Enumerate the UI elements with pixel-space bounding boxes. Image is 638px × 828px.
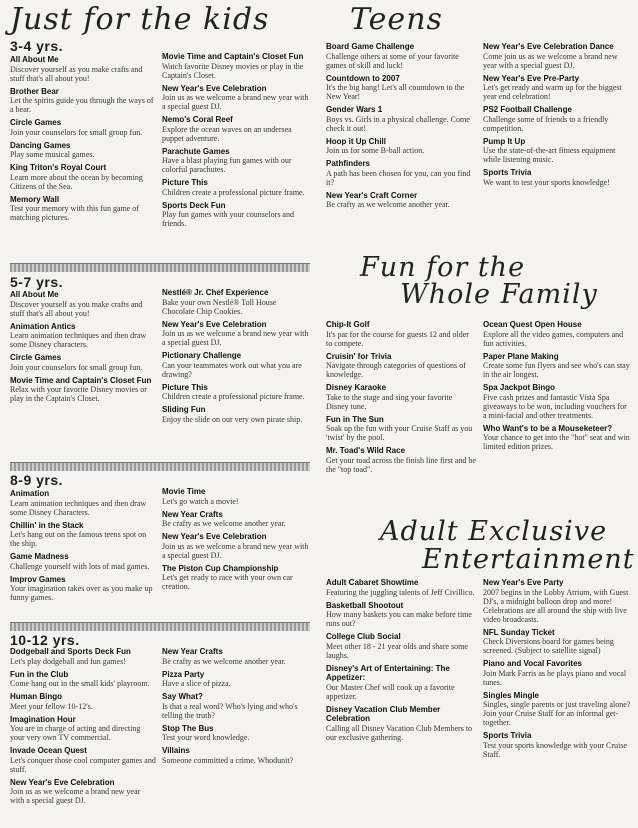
age-section-3-4	[10, 52, 310, 255]
activity-item: Fun in The Sun Soak up the fun with your Cruise Staff as you 'twist' by the pool.	[326, 414, 473, 442]
family-right	[483, 320, 632, 455]
activity-item: Gender Wars 1 Boys vs. Girls in a physical challenge. Come check it out!	[326, 105, 470, 133]
activity-item: Memory Wall Test your memory with this fun game of matching pictures.	[10, 194, 139, 222]
activity-item: Cruisin' for Trivia Navigate through categories of questions of knowledge.	[326, 351, 466, 379]
age-section-5-7-right	[162, 288, 310, 428]
activity-item: Picture This Children create a professional picture frame.	[162, 382, 305, 401]
activity-item: Piano and Vocal Favorites Join Mark Farris as he plays piano and vocal tunes.	[483, 659, 627, 687]
activity-item: Circle Games Join your counselors for small group fun.	[10, 353, 143, 372]
activity-item: Basketball Shootout How many baskets you can make before time runs out?	[326, 600, 472, 628]
activity-item: Sliding Fun Enjoy the slide on our very own pirate ship.	[162, 405, 303, 424]
teens-right	[483, 42, 632, 191]
activity-item: Who Want's to be a Mouseketeer? Your chance to get into the "hot" seat and win limited edition prizes.	[483, 423, 630, 451]
activity-item: Hoop it Up Chill Join us for some B-ball action.	[326, 136, 425, 155]
activity-item: Fun in the Club Come hang out in the small kids' playroom.	[10, 669, 150, 688]
activity-item: Disney Karaoke Take to the stage and sing your favorite Disney tune.	[326, 383, 453, 411]
activity-item: Stop The Bus Test your word knowledge.	[162, 723, 250, 742]
activity-item: Dancing Games Play some musical games.	[10, 140, 95, 159]
age-section-5-7-left	[10, 290, 156, 407]
activity-item: New Year's Eve Celebration Dance Come join us as we welcome a brand new year with a special guest DJ.	[483, 42, 618, 70]
adult-right	[483, 578, 632, 763]
activity-item: Ocean Quest Open House Explore all the video games, computers and fun activities.	[483, 320, 624, 348]
activity-item: The Piston Cup Championship Let's get ready to race with your own car creation.	[162, 563, 293, 591]
activity-item: Say What? Is that a real word? Who's lying and who's telling the truth?	[162, 692, 298, 720]
adult-heading	[380, 518, 635, 574]
activity-item: Dodgeball and Sports Deck Fun Let's play dodgeball and fun games!	[10, 647, 131, 666]
activity-item: Disney Vacation Club Member Celebration Calling all Disney Vacation Club Members to our exclusive gathering.	[326, 704, 473, 742]
activity-item: Improv Games Your imagination takes over as you make up funny games.	[10, 574, 153, 602]
activity-item: New Year's Eve Pre-Party Let's get ready and warm up for the biggest year end celebration!	[483, 73, 622, 101]
activity-item: Villains Someone committed a crime. Whodunit?	[162, 746, 294, 765]
section-divider	[10, 263, 310, 272]
kids-column	[10, 0, 310, 828]
activity-item: Brother Bear Let the spirits guide you through the ways of a bear.	[10, 86, 154, 114]
activity-item: Human Bingo Meet your fellow 10-12's.	[10, 692, 93, 711]
activity-item: New Year's Eve Celebration Join us as we welcome a brand new year with a special guest DJ.	[162, 532, 309, 560]
activity-item: Chip-It Golf It's par for the course for guests 12 and older to compete.	[326, 320, 469, 348]
activity-item: Sports Deck Fun Play fun games with your counselors and friends.	[162, 200, 294, 228]
activity-item: Movie Time and Captain's Closet Fun Relax with your favorite Disney movies or play in the Captain's Closet.	[10, 375, 152, 403]
section-divider	[10, 462, 310, 471]
activity-item: NFL Sunday Ticket Check Diversions board for games being screened. (Subject to satellite signal)	[483, 627, 614, 655]
family-left	[326, 320, 476, 478]
activity-item: Nemo's Coral Reef Explore the ocean waves on an undersea puppet adventure.	[162, 115, 292, 143]
age-heading-3-4: 3-4 yrs.	[10, 38, 64, 54]
right-column	[326, 0, 635, 828]
age-section-3-4-left	[10, 55, 156, 226]
age-section-8-9	[10, 489, 310, 619]
activity-item: Board Game Challenge Challenge others at some of your favorite games of skill and luck!	[326, 42, 459, 70]
age-section-3-4-right	[162, 52, 310, 232]
section-divider	[10, 622, 310, 631]
activity-item: Invade Ocean Quest Let's conquer those cool computer games and stuff.	[10, 746, 156, 774]
activity-item: Pump It Up Use the state-of-the-art fitness equipment while listening music.	[483, 136, 616, 164]
activity-item: King Triton's Royal Court Learn more about the ocean by becoming Citizens of the Sea.	[10, 163, 143, 191]
teens-heading: Teens	[350, 2, 443, 37]
activity-item: All About Me Discover yourself as you make crafts and stuff that's all about you!	[10, 55, 143, 83]
activity-item: Pictionary Challenge Can your teammates work out what you are drawing?	[162, 351, 302, 379]
age-section-5-7	[10, 290, 310, 450]
family-heading-line1: Fun for the	[360, 252, 526, 283]
activity-item: Parachute Games Have a blast playing fun games with our colorful parachutes.	[162, 146, 292, 174]
age-section-8-9-right	[162, 487, 310, 595]
activity-item: Pizza Party Have a slice of pizza.	[162, 669, 231, 688]
activity-item: Animation Antics Learn animation techniques and then draw some Disney characters.	[10, 321, 147, 349]
activity-item: Movie Time Let's go watch a movie!	[162, 487, 239, 506]
age-heading-8-9: 8-9 yrs.	[10, 472, 64, 488]
activity-item: Pathfinders A path has been chosen for you, can you find it?	[326, 159, 471, 187]
age-section-10-12-left	[10, 647, 156, 809]
activity-item: Mr. Toad's Wild Race Get your toad across the finish line first and be the "top toad".	[326, 446, 476, 474]
age-section-10-12-right	[162, 647, 310, 769]
activity-item: PS2 Football Challenge Challenge some of friends to a friendly competition.	[483, 105, 609, 133]
family-heading	[360, 254, 598, 308]
activity-item: Singles Mingle Singles, single parents or just traveling alone? Join your Cruise Staff for an informal get-together.	[483, 690, 631, 727]
activity-item: New Year's Eve Party 2007 begins in the Lobby Atrium, with Guest DJ's, a midnight balloon drop and more! Celebrations are all around the ship with live video broadcasts.	[483, 578, 629, 624]
activity-item: Chillin' in the Stack Let's hang out on the famous teens spot on the ship.	[10, 520, 147, 548]
activity-item: Game Madness Challenge yourself with lots of mad games.	[10, 552, 150, 571]
activity-item: Picture This Children create a professional picture frame.	[162, 178, 305, 197]
activity-item: Animation Learn animation techniques and then draw some Disney Characters.	[10, 489, 147, 517]
kids-heading: Just for the kids	[10, 2, 270, 37]
activity-item: New Year's Eve Celebration Join us as we welcome a brand new year with a special guest DJ.	[162, 83, 309, 111]
activity-item: Disney's Art of Entertaining: The Appetizer: Our Master Chef will cook up a favorite appetizer.	[326, 663, 455, 701]
age-heading-10-12: 10-12 yrs.	[10, 632, 80, 648]
activity-item: Spa Jackpot Bingo Five cash prizes and fantastic Vista Spa giveaways to be won, including vouchers for a mini-facial and other treatments.	[483, 383, 627, 420]
activity-item: New Year's Eve Celebration Join us as we welcome a brand new year with a special guest DJ.	[162, 319, 309, 347]
activity-item: College Club Social Meet other 18 - 21 year olds and share some laughs.	[326, 632, 468, 660]
activity-item: Movie Time and Captain's Closet Fun Watch favorite Disney movies or play in the Captain's Closet.	[162, 52, 304, 80]
activity-item: New Year Crafts Be crafty as we welcome another year.	[162, 509, 286, 528]
teens-left	[326, 42, 476, 213]
activity-item: Paper Plane Making Create some fun flyers and see who's can stay in the air longest.	[483, 351, 630, 379]
adult-heading-line1: Adult Exclusive	[380, 516, 608, 547]
adult-heading-line2: Entertainment	[422, 544, 635, 575]
activity-item: All About Me Discover yourself as you make crafts and stuff that's all about you!	[10, 290, 143, 318]
adult-left	[326, 578, 476, 746]
activity-item: Circle Games Join your counselors for small group fun.	[10, 118, 143, 137]
age-section-8-9-left	[10, 489, 156, 606]
family-heading-line2: Whole Family	[400, 279, 598, 310]
activity-item: Adult Cabaret Showtime Featuring the juggling talents of Jeff Civillico.	[326, 578, 475, 597]
activity-item: Imagination Hour You are in charge of acting and directing your very own TV commercial.	[10, 714, 141, 742]
activity-item: Sports Trivia We want to test your sports knowledge!	[483, 168, 610, 187]
activity-item: New Year Crafts Be crafty as we welcome another year.	[162, 647, 286, 666]
activity-item: New Year's Eve Celebration Join us as we welcome a brand new year with a special guest DJ.	[10, 777, 141, 805]
age-heading-5-7: 5-7 yrs.	[10, 274, 64, 290]
activity-item: Countdown to 2007 It's the big bang! Let's all countdown to the New Year!	[326, 73, 465, 101]
activity-item: Sports Trivia Test your sports knowledge with your Cruise Staff.	[483, 731, 627, 759]
activity-item: New Year's Craft Corner Be crafty as we welcome another year.	[326, 190, 450, 209]
activity-item: Nestlé® Jr. Chef Experience Bake your own Nestlé® Toll House Chocolate Chip Cookies.	[162, 288, 277, 316]
age-section-10-12	[10, 647, 310, 827]
